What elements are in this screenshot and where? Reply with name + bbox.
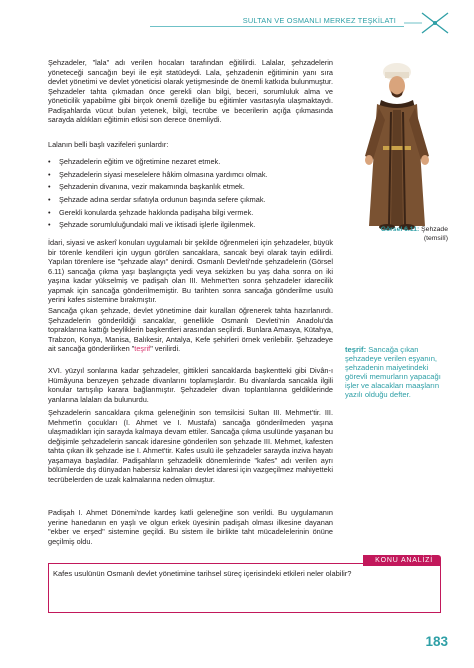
duties-intro-text: Lalanın belli başlı vazifeleri şunlardır: (48, 140, 169, 149)
page-header (0, 8, 474, 38)
paragraph-sancak-duty-text (48, 306, 333, 354)
paragraph-ekber-ersed (48, 508, 333, 546)
topic-analysis-box (48, 557, 441, 613)
list-item: • Şehzade sorumluluğundaki mali ve iktisadi işlerle ilgilenmek. (48, 220, 333, 230)
chapter-title: SULTAN VE OSMANLI MERKEZ TEŞKİLATI (242, 16, 396, 25)
caption-number: Görsel 6.11: (380, 226, 420, 233)
sehzade-illustration (345, 60, 449, 230)
glossary-note (345, 346, 441, 399)
glossary-term: teşrif: (345, 345, 367, 354)
list-item: • Şehzadelerin eğitim ve öğretimine nezaret etmek. (48, 157, 333, 167)
figure-caption (368, 226, 448, 243)
text-segment: " verilirdi. (150, 344, 181, 354)
list-item: • Şehzadelerin siyasi meselelere hâkim olmasına yardımcı olmak. (48, 170, 333, 180)
paragraph-divan (48, 366, 333, 404)
list-item: • Şehzade adına serdar sıfatıyla ordunun başında sefere çıkmak. (48, 195, 333, 205)
paragraph-divan-text: XVI. yüzyıl sonlarına kadar şehzadeler, gittikleri sancaklarda başkentteki gibi Divân-ı Hümâyuna benzeyen şehzade divanlarını toplamışlardır. Bu divanlarda sancakla ilgili konular tartışılıp karara bağlanmıştır. Şehzadeler divan toplantılarına geldiklerinde yanlarına lalaları da bulunurdu. (48, 366, 333, 404)
list-item: • Şehzadenin divanına, vezir makamında başkanlık etmek. (48, 182, 333, 192)
paragraph-lala (48, 58, 333, 125)
list-item: • Gerekli konularda şehzade hakkında padişaha bilgi vermek. (48, 208, 333, 218)
paragraph-duties-intro (48, 140, 333, 150)
paragraph-kafes (48, 408, 333, 484)
caption-note: (temsilî) (423, 234, 448, 242)
paragraph-sancak-text: İdari, siyasi ve askerî konuları uygulamalı bir şekilde öğrenmeleri için şehzadeler, büyük bir törenle kendileri için uygun görülen sancaklara, sancak beyi olarak tayin edilirdi. Yapılan törenlere ise "şehzade alayı" denirdi. Osmanlı Devleti'nde şehzadelerin (Görsel 6.11) sancağa çıkma yaşı başlangıçta yedi veya sekizken bu yaş daha sonra on iki yaşına kadar yükselmiş ve padişah olan III. Mehmet'ten sonra şehzadeler idarecilik yapmak için sancağa gönderilmemiştir. Bu tarihten sonra sancağa gönderilme usulü yerini kafes sistemine bırakmıştır. (48, 238, 333, 305)
topic-analysis-question: Kafes usulünün Osmanlı devlet yönetimine tarihsel süreç içerisindeki etkileri neler olabilir? (53, 569, 352, 578)
paragraph-ekber-ersed-text: Padişah I. Ahmet Dönemi'nde kardeş katli geleneğine son verildi. Bu uygulamanın yerine hanedanın en yaşlı ve olgun erkek üyesinin padişah olması ilkesine dayanan "ekber ve erşed" sistemine geçildi. Bu sistem ile birlikte taht mücadelelerinin önüne geçilmiş oldu. (48, 508, 333, 546)
duties-list (48, 157, 333, 233)
topic-analysis-tab: KONU ANALİZİ (363, 555, 441, 566)
text-segment: Sancağa çıkan şehzade, devlet yönetimine dair kuralları öğrenerek tahta hazırlanırdı. Şehzadelerin gönderildiği sancaklar, genellikle Osmanlı Devleti'nin Anadolu'da topraklarına kattığı beyliklerin başkentleri arasından seçilirdi. Bunlara Amasya, Kütahya, Trabzon, Konya, Manisa, Balıkesir, Antalya, Kefe şehirleri örnek verilebilir. Şehzadeye ait sancağa gönderilirken " (48, 306, 333, 354)
header-rule (150, 26, 404, 27)
page-number: 183 (425, 634, 448, 649)
header-ornament-icon (404, 9, 450, 37)
paragraph-kafes-text: Şehzadelerin sancaklara çıkma geleneğinin son temsilcisi Sultan III. Mehmet'tir. III. Mehmet'in çocukları (I. Ahmet ve I. Mustafa) sancağa gönderilmeden yaşına ulaşmadıkları için sarayda kalmaya devam ettiler. Sancağa çıkma usulünde yaşanan bu değişimle şehzadelerin sancak idaresine gönderilen son şehzade III. Mehmet, kafesten tahta çıkan ilk şehzade ise I. Ahmet'tir. Kafes usulü ile şehzadeler sarayda inziva hayatı yaşamaya başladılar. Padişahların şehzadelik dönemlerinde "kafes" adı verilen ayrı bölümlerde dış dünyadan habersiz kalmaları devlet idaresi için vazgeçilmez mahiyetteki tecrübelerden de uzak kalmalarına neden olmuştur. (48, 408, 333, 484)
paragraph-lala-text: Şehzadeler, "lala" adı verilen hocaları tarafından eğitilirdi. Lalalar, şehzadelerin yöneteceği sancağın beyi ile eşit statüdeydi. Lala, şehzadenin eğitiminin yanı sıra devlet yönetimi ve devlet yöneticisi olarak yetişmesinde de önemli katkıda bulunmuştur. Şehzadeler tahta çıkmadan önce gerekli olan bilgi, beceri, sorumluluk alma ve yöneticilik yapabilme gibi birçok önemli özelliğe bu eğitimler vasıtasıyla ulaşmaktaydı. Padişahlarda vücut bulan yetenek, bilgi, tecrübe ve becerilerin açığa çıkmasında sarayda aldıkları eğitimin etkisi son derece önemliydi. (48, 58, 333, 125)
glossary-definition: Sancağa çıkan şehzadeye verilen eşyanın, şehzadenin maiyetindeki görevli memurların yapacağı işler ve alacakları maaşların yazılı olduğu defter. (345, 345, 441, 399)
paragraph-sancak-duty (48, 306, 333, 354)
paragraph-sancak (48, 238, 333, 305)
tesrif-term: teşrif (134, 344, 151, 354)
caption-text: Şehzade (419, 226, 448, 233)
